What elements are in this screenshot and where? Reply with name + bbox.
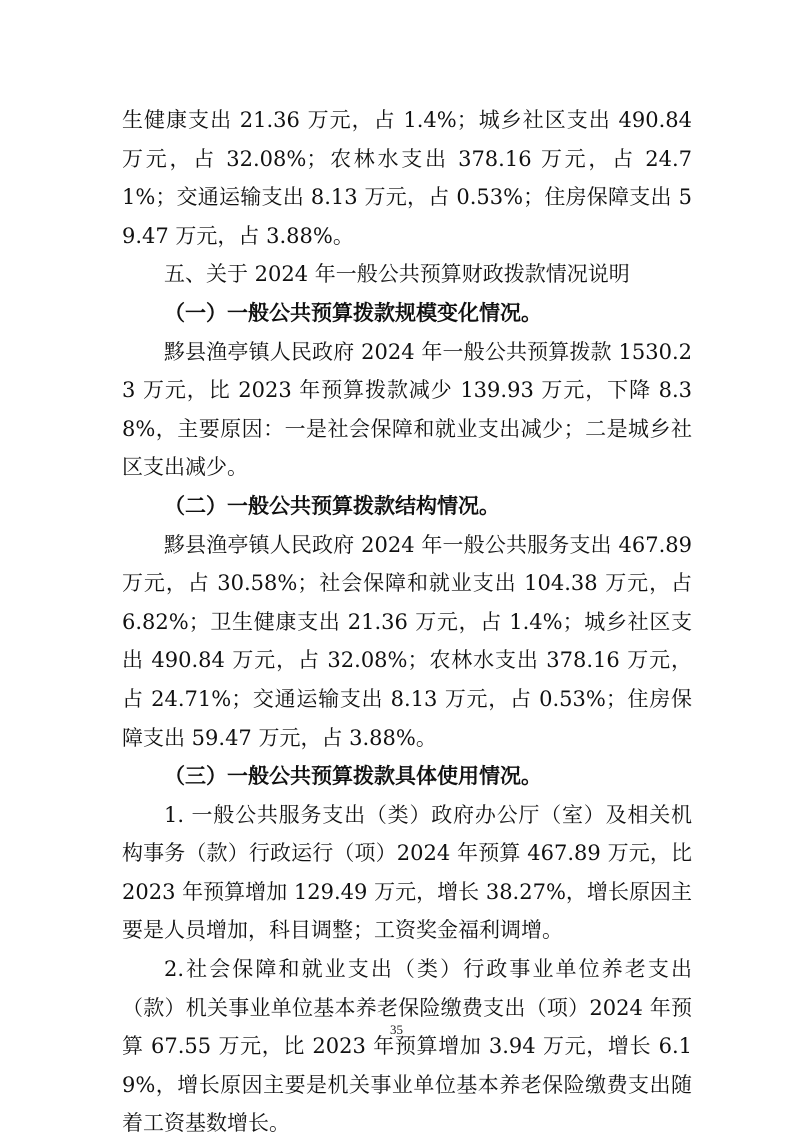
paragraph-scale-change: 黟县渔亭镇人民政府 2024 年一般公共预算拨款 1530.23 万元，比 2023 年预算拨款减少 139.93 万元，下降 8.38%，主要原因：一是社会保障和就业支出减少；二是城乡社区支出减少。: [122, 339, 692, 480]
subheading-usage: （三）一般公共预算拨款具体使用情况。: [164, 764, 542, 789]
paragraph-usage-item-1: 1. 一般公共服务支出（类）政府办公厅（室）及相关机构事务（款）行政运行（项）2024 年预算 467.89 万元，比 2023 年预算增加 129.49 万元，增长 38.27%，增长原因主要是人员增加，科目调整；工资奖金福利调增。: [122, 802, 692, 943]
page-number: 35: [390, 1022, 403, 1037]
subheading-structure: （二）一般公共预算拨款结构情况。: [164, 493, 500, 518]
section-heading-five: 五、关于 2024 年一般公共预算财政拨款情况说明: [164, 262, 630, 287]
paragraph-usage-item-2: 2.社会保障和就业支出（类）行政事业单位养老支出（款）机关事业单位基本养老保险缴费支出（项）2024 年预算 67.55 万元，比 2023 年预算增加 3.94 万元，增长 6.19%，增长原因主要是机关事业单位基本养老保险缴费支出随着工资基数增长。: [122, 957, 692, 1136]
paragraph-structure: 黟县渔亭镇人民政府 2024 年一般公共服务支出 467.89 万元，占 30.58%；社会保障和就业支出 104.38 万元，占 6.82%；卫生健康支出 21.36 万元，占 1.4%；城乡社区支出 490.84 万元，占 32.08%；农林水支出 378.16 万元，占 24.71%；交通运输支出 8.13 万元，占 0.53%；住房保障支出 59.47 万元，占 3.88%。: [122, 532, 692, 750]
paragraph-continued-health-expenditure: 生健康支出 21.36 万元，占 1.4%；城乡社区支出 490.84 万元，占 32.08%；农林水支出 378.16 万元，占 24.71%；交通运输支出 8.13 万元，占 0.53%；住房保障支出 59.47 万元，占 3.88%。: [122, 108, 692, 248]
document-body: [122, 101, 692, 1143]
subheading-scale-change: （一）一般公共预算拨款规模变化情况。: [164, 300, 542, 325]
